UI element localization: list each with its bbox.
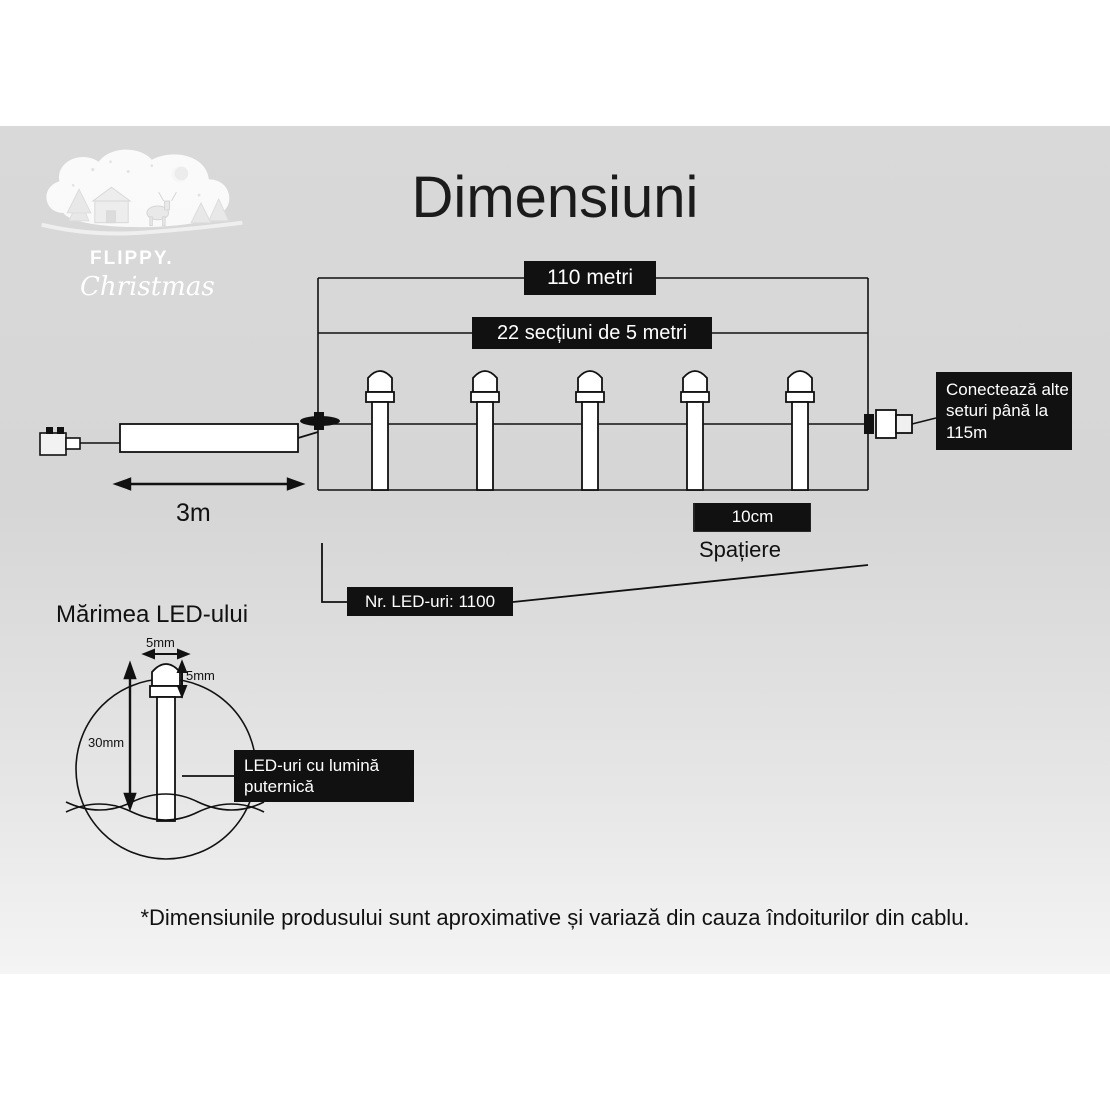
led-bulb-group <box>366 371 814 490</box>
caption-lead-length: 3m <box>176 499 211 527</box>
caption-led-size-heading: Mărimea LED-ului <box>56 601 249 628</box>
led-bulb <box>576 371 604 490</box>
caption-led-width: 5mm <box>146 635 175 650</box>
label-connect-more-sets: Conectează alte seturi până la 115m <box>936 372 1072 450</box>
led-bulb <box>681 371 709 490</box>
led-bulb <box>786 371 814 490</box>
caption-led-total-height: 30mm <box>88 735 125 750</box>
led-bulb <box>471 371 499 490</box>
logo-brand-bottom: Christmas <box>80 272 215 302</box>
controller-box <box>120 424 318 452</box>
lead-length-arrow <box>116 479 302 489</box>
label-bright-leds: LED-uri cu lumină puternică <box>234 750 414 802</box>
cable-junction <box>300 412 340 430</box>
footnote-text: *Dimensiunile produsului sunt aproximative și variază din cauza îndoiturilor din cablu. <box>140 905 970 930</box>
label-total-length: 110 metri <box>524 261 656 295</box>
logo-brand-top: FLIPPY. <box>90 248 174 269</box>
label-led-count: Nr. LED-uri: 1100 <box>347 587 513 616</box>
page-title: Dimensiuni <box>411 165 699 230</box>
end-connector-icon <box>864 410 936 438</box>
caption-led-height: 5mm <box>186 668 215 683</box>
power-plug-icon <box>40 427 120 455</box>
caption-spacing: Spațiere <box>699 537 781 562</box>
led-bulb <box>366 371 394 490</box>
label-sections: 22 secțiuni de 5 metri <box>472 317 712 349</box>
label-spacing-value: 10cm <box>695 503 810 531</box>
